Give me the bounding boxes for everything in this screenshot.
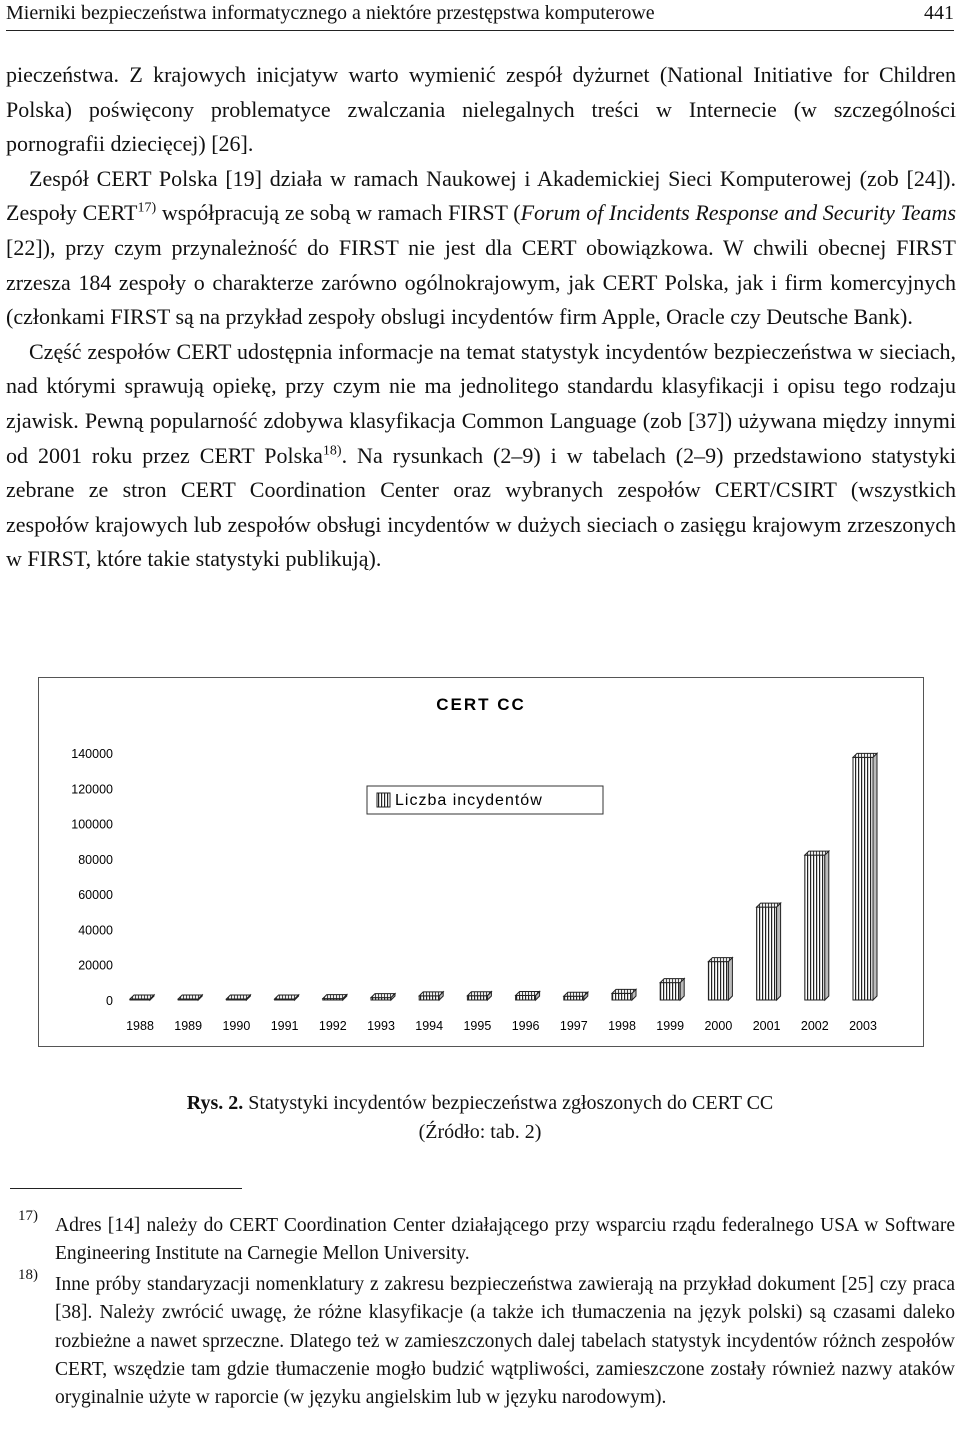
bar — [275, 995, 299, 1000]
running-header-title: Mierniki bezpieczeństwa informatycznego a niektóre przestępstwa komputerowe — [6, 2, 655, 24]
footnote-mark-18: 18) — [18, 1267, 38, 1283]
paragraph-1: pieczeństwa. Z krajowych inicjatyw warto wymienić zespół dyżurnet (National Initiative for Children Polska) poświęcony problematyce zwalczania nielegalnych treści w Internecie (w szczególności pornografii dziecięcej) [26]. — [6, 62, 956, 157]
y-tick-label: 80000 — [78, 852, 113, 867]
footnote-ref-18: 18) — [322, 443, 342, 459]
paragraph-2-italic: Forum of Incidents Response and Security Teams — [520, 200, 957, 226]
x-tick-label: 1996 — [511, 1019, 540, 1033]
bar — [612, 989, 636, 1000]
footnote-ref-17: 17) — [137, 201, 157, 217]
bar — [708, 958, 732, 1000]
x-tick-label: 1990 — [222, 1019, 251, 1033]
body-text — [6, 58, 956, 577]
y-tick-label: 120000 — [71, 782, 113, 797]
paragraph-3-part-a: Część zespołów CERT udostępnia informacje na temat statystyk incydentów bezpieczeństwa w sieciach, nad którymi sprawują opiekę, przy czym nie ma jednolitego standardu klasyfikacji i opisu tego rodzaju zjawisk. Pewną popularność zdobywa klasyfikacja Common Language (zob [37]) używana między innymi od 2001 roku przez CERT Polska — [6, 338, 956, 468]
x-tick-label: 1999 — [656, 1019, 685, 1033]
paragraph-2-part-c: [22]), przy czym przynależność do FIRST nie jest dla CERT obowiązkowa. W chwili obecnej FIRST zrzesza 184 zespoły o charakterze zarówno ogólnokrajowym, jak CERT Polska, jak i firm komercyjnych (członkami FIRST są na przykład zespoły obslugi incydentów firm Apple, Oracle czy Deutsche Bank). — [6, 234, 956, 330]
paragraph-3 — [6, 335, 956, 577]
y-tick-label: 0 — [106, 994, 113, 1008]
legend-swatch — [377, 793, 390, 807]
x-tick-label: 2003 — [849, 1019, 877, 1033]
running-header — [6, 0, 954, 31]
bar — [226, 995, 250, 1000]
paragraph-2 — [6, 162, 956, 335]
bar — [467, 992, 491, 1000]
footnote-rule — [10, 1188, 242, 1189]
chart-title: CERT CC — [436, 695, 526, 714]
y-tick-label: 140000 — [71, 747, 113, 761]
bar — [853, 753, 877, 1000]
bar — [805, 851, 829, 1000]
bar — [371, 994, 395, 1000]
x-tick-label: 1993 — [367, 1019, 395, 1033]
x-tick-label: 2001 — [752, 1019, 781, 1033]
bar — [419, 992, 443, 1000]
caption-label: Rys. 2. — [186, 1092, 244, 1114]
page-number: 441 — [924, 2, 954, 24]
x-tick-label: 1989 — [174, 1019, 203, 1033]
y-tick-label: 40000 — [78, 923, 113, 938]
y-tick-label: 100000 — [71, 817, 113, 832]
bar — [757, 903, 781, 1000]
bar — [660, 979, 684, 1000]
x-tick-label: 1988 — [126, 1019, 154, 1033]
x-tick-label: 1998 — [608, 1019, 636, 1033]
paragraph-2-part-a: Zespół CERT Polska [19] działa w ramach Naukowej i Akademickiej Sieci Komputerowej (zob [24]). Zespoły CERT — [6, 165, 956, 226]
bar — [130, 995, 154, 1000]
x-tick-label: 2000 — [704, 1019, 733, 1033]
caption-text: Statystyki incydentów bezpieczeństwa zgłoszonych do CERT CC — [248, 1092, 774, 1114]
figure-caption — [0, 1089, 960, 1147]
bar — [323, 995, 347, 1000]
legend-label: Liczba incydentów — [395, 792, 543, 809]
footnote-mark-17: 17) — [18, 1208, 38, 1224]
footnote-18: Inne próby standaryzacji nomenklatury z zakresu bezpieczeństwa zawierają na przykład dokument [25] czy praca [38]. Należy zwrócić uwagę, że różne klasyfikacje (a także ich tłumaczenia na język polski) są czasami daleko rozbieżne a nawet sprzeczne. Dlatego też w zamieszczonych dalej tabelach statystyk incydentów różnch zespołów CERT, wszędzie tam gdzie tłumaczenie mogło budzić wątpliwości, zamieszczone zostały również nazwy ataków oryginalnie użyte w raporcie (w języku angielskim lub w języku narodowym). — [55, 1274, 955, 1409]
y-tick-label: 60000 — [78, 888, 113, 903]
bar — [564, 992, 588, 1000]
bar — [516, 991, 540, 1000]
y-tick-label: 20000 — [78, 958, 113, 973]
bar-chart — [39, 678, 923, 1046]
caption-source: (Źródło: tab. 2) — [418, 1121, 542, 1143]
x-tick-label: 1991 — [270, 1019, 299, 1033]
footnote-17: Adres [14] należy do CERT Coordination Center działającego przy wsparciu rządu federalnego USA w Software Engineering Institute na Carnegie Mellon University. — [55, 1215, 955, 1265]
paragraph-2-part-b: współpracują ze sobą w ramach FIRST ( — [156, 200, 521, 226]
bar — [178, 995, 202, 1000]
chart-legend — [367, 786, 603, 814]
paragraph-3-part-b: . Na rysunkach (2–9) i w tabelach (2–9) przedstawiono statystyki zebrane ze stron CERT Coordination Center oraz wybranych zespołów CERT/CSIRT (wszystkich zespołów krajowych lub zespołów obsługi incydentów w dużych sieciach o zasięgu krajowym zrzeszonych w FIRST, które takie statystyki publikują). — [6, 442, 956, 572]
x-tick-label: 1995 — [463, 1019, 492, 1033]
chart-figure — [38, 677, 924, 1047]
x-tick-label: 1997 — [559, 1019, 588, 1033]
x-tick-label: 1992 — [318, 1019, 347, 1033]
x-tick-label: 2002 — [800, 1019, 829, 1033]
x-tick-label: 1994 — [415, 1019, 444, 1033]
